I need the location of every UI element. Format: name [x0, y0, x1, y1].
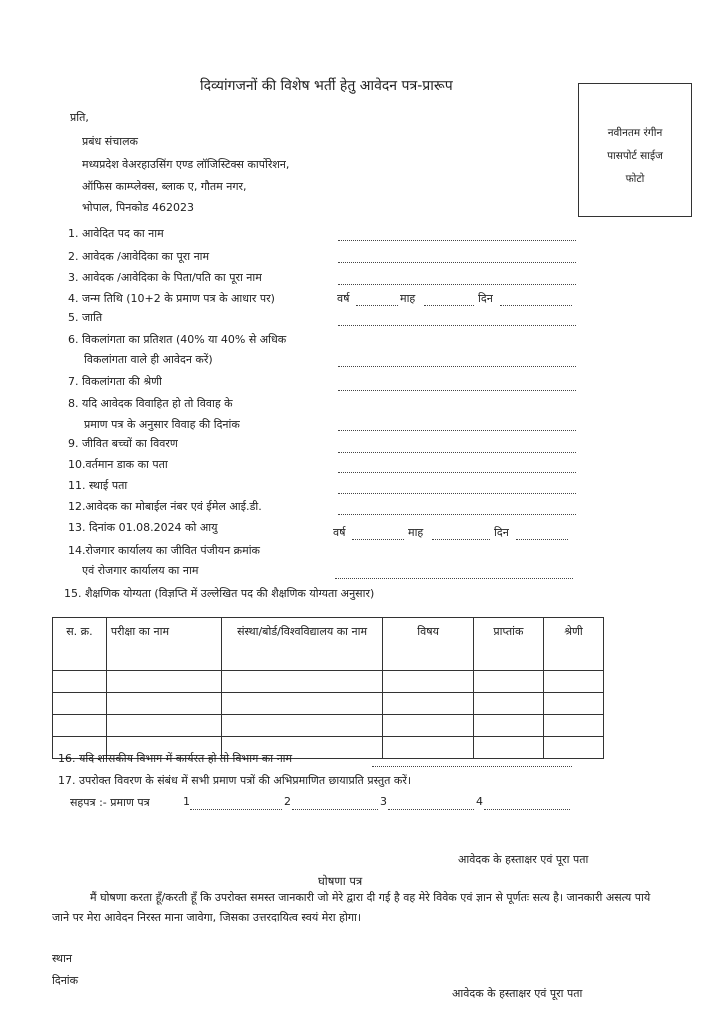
age-year-field[interactable]: [352, 539, 404, 540]
item-14-field[interactable]: [335, 578, 573, 579]
declaration-title: घोषणा पत्र: [318, 874, 363, 888]
col-header-institution: संस्था/बोर्ड/विश्वविद्यालय का नाम: [221, 618, 383, 671]
col-header-serial: स. क्र.: [53, 618, 107, 671]
attachment-3-field[interactable]: [388, 809, 474, 810]
age-year-label: वर्ष: [333, 526, 346, 539]
photo-box-line-3: फोटो: [625, 173, 645, 185]
col-header-division: श्रेणी: [543, 618, 603, 671]
item-10-field[interactable]: [338, 472, 576, 473]
table-row[interactable]: [53, 693, 604, 715]
age-month-field[interactable]: [432, 539, 490, 540]
item-11-field[interactable]: [338, 493, 576, 494]
address-line: ऑफिस काम्प्लेक्स, ब्लाक ए, गौतम नगर,: [82, 180, 247, 193]
age-day-field[interactable]: [516, 539, 568, 540]
address-designation: प्रबंध संचालक: [82, 135, 138, 148]
item-6-label: 6. विकलांगता का प्रतिशत (40% या 40% से अधिक: [68, 333, 287, 346]
item-16-field[interactable]: [372, 766, 572, 767]
item-14-label: 14.रोजगार कार्यालय का जीवित पंजीयन क्रमांक: [68, 544, 261, 557]
col-header-marks: प्राप्तांक: [473, 618, 543, 671]
age-day-label: दिन: [494, 526, 509, 539]
form-title: दिव्यांगजनों की विशेष भर्ती हेतु आवेदन पत्र-प्रारूप: [200, 78, 453, 94]
age-month-label: माह: [408, 526, 424, 539]
item-9-label: 9. जीवित बच्चों का विवरण: [68, 437, 178, 450]
item-10-label: 10.वर्तमान डाक का पता: [68, 458, 168, 471]
address-city: भोपाल, पिनकोड 462023: [82, 201, 195, 214]
attachment-4-field[interactable]: [484, 809, 570, 810]
item-12-label: 12.आवेदक का मोबाईल नंबर एवं ईमेल आई.डी.: [68, 500, 262, 513]
photo-box-line-2: पासपोर्ट साईज: [607, 150, 663, 162]
dob-month-field[interactable]: [424, 305, 474, 306]
photo-box: [578, 83, 692, 217]
item-11-label: 11. स्थाई पता: [68, 479, 128, 492]
declaration-signature-label: आवेदक के हस्ताक्षर एवं पूरा पता: [452, 987, 583, 1000]
item-2-field[interactable]: [338, 262, 576, 263]
item-7-field[interactable]: [338, 390, 576, 391]
address-org: मध्यप्रदेश वेअरहाउसिंग एण्ड लॉजिस्टिक्स कार्पोरेशन,: [82, 158, 290, 171]
dob-day-field[interactable]: [500, 305, 572, 306]
dob-year-label: वर्ष: [337, 292, 350, 305]
dob-year-field[interactable]: [356, 305, 398, 306]
place-label: स्थान: [52, 952, 73, 965]
attachment-1-num: 1: [183, 795, 190, 808]
item-1-label: 1. आवेदित पद का नाम: [68, 227, 164, 240]
item-14-label-cont: एवं रोजगार कार्यालय का नाम: [82, 564, 199, 577]
col-header-exam: परीक्षा का नाम: [106, 618, 221, 671]
item-6-field[interactable]: [338, 366, 576, 367]
col-header-subject: विषय: [383, 618, 473, 671]
item-1-field[interactable]: [338, 240, 576, 241]
item-9-field[interactable]: [338, 452, 576, 453]
photo-box-line-1: नवीनतम रंगीन: [607, 127, 663, 139]
item-8-label-cont: प्रमाण पत्र के अनुसार विवाह की दिनांक: [84, 418, 240, 431]
table-header-row: [53, 618, 604, 671]
item-7-label: 7. विकलांगता की श्रेणी: [68, 375, 162, 388]
attachment-3-num: 3: [380, 795, 387, 808]
item-3-label: 3. आवेदक /आवेदिका के पिता/पति का पूरा नाम: [68, 271, 262, 284]
item-4-label: 4. जन्म तिथि (10+2 के प्रमाण पत्र के आधार पर): [68, 292, 275, 305]
item-6-label-cont: विकलांगता वाले ही आवेदन करें): [84, 353, 213, 366]
item-8-field[interactable]: [338, 430, 576, 431]
item-13-label: 13. दिनांक 01.08.2024 को आयु: [68, 521, 218, 534]
item-3-field[interactable]: [338, 284, 576, 285]
table-row[interactable]: [53, 671, 604, 693]
item-5-field[interactable]: [338, 325, 576, 326]
attachment-2-num: 2: [284, 795, 291, 808]
attachment-1-field[interactable]: [190, 809, 282, 810]
item-17-label: 17. उपरोक्त विवरण के संबंध में सभी प्रमाण पत्रों की अभिप्रमाणित छायाप्रति प्रस्तुत करें।: [58, 774, 412, 787]
item-2-label: 2. आवेदक /आवेदिका का पूरा नाम: [68, 250, 210, 263]
attachments-label: सहपत्र :- प्रमाण पत्र: [70, 796, 150, 809]
dob-day-label: दिन: [478, 292, 493, 305]
dob-month-label: माह: [400, 292, 416, 305]
attachment-2-field[interactable]: [292, 809, 378, 810]
date-label: दिनांक: [52, 974, 79, 987]
item-5-label: 5. जाति: [68, 311, 103, 324]
item-8-label: 8. यदि आवेदक विवाहित हो तो विवाह के: [68, 397, 233, 410]
address-to: प्रति,: [70, 111, 89, 124]
applicant-signature-label: आवेदक के हस्ताक्षर एवं पूरा पता: [458, 853, 589, 866]
item-16-label: 16. यदि शासकीय विभाग में कार्यरत हो तो विभाग का नाम: [58, 752, 293, 765]
declaration-text: मैं घोषणा करता हूँ/करती हूँ कि उपरोक्त समस्त जानकारी जो मेरे द्वारा दी गई है वह मेरे विवेक एवं ज्ञान से पूर्णतः सत्य है। जानकारी असत्य पाये जाने पर मेरा आवेदन निरस्त माना जावेगा, जिसका उत्तरदायित्व स्वयं मेरा होगा।: [52, 891, 651, 924]
item-12-field[interactable]: [338, 514, 576, 515]
qualification-table: [52, 617, 604, 759]
item-15-label: 15. शैक्षणिक योग्यता (विज्ञप्ति में उल्लेखित पद की शैक्षणिक योग्यता अनुसार): [64, 587, 375, 600]
attachment-4-num: 4: [476, 795, 483, 808]
table-row[interactable]: [53, 715, 604, 737]
